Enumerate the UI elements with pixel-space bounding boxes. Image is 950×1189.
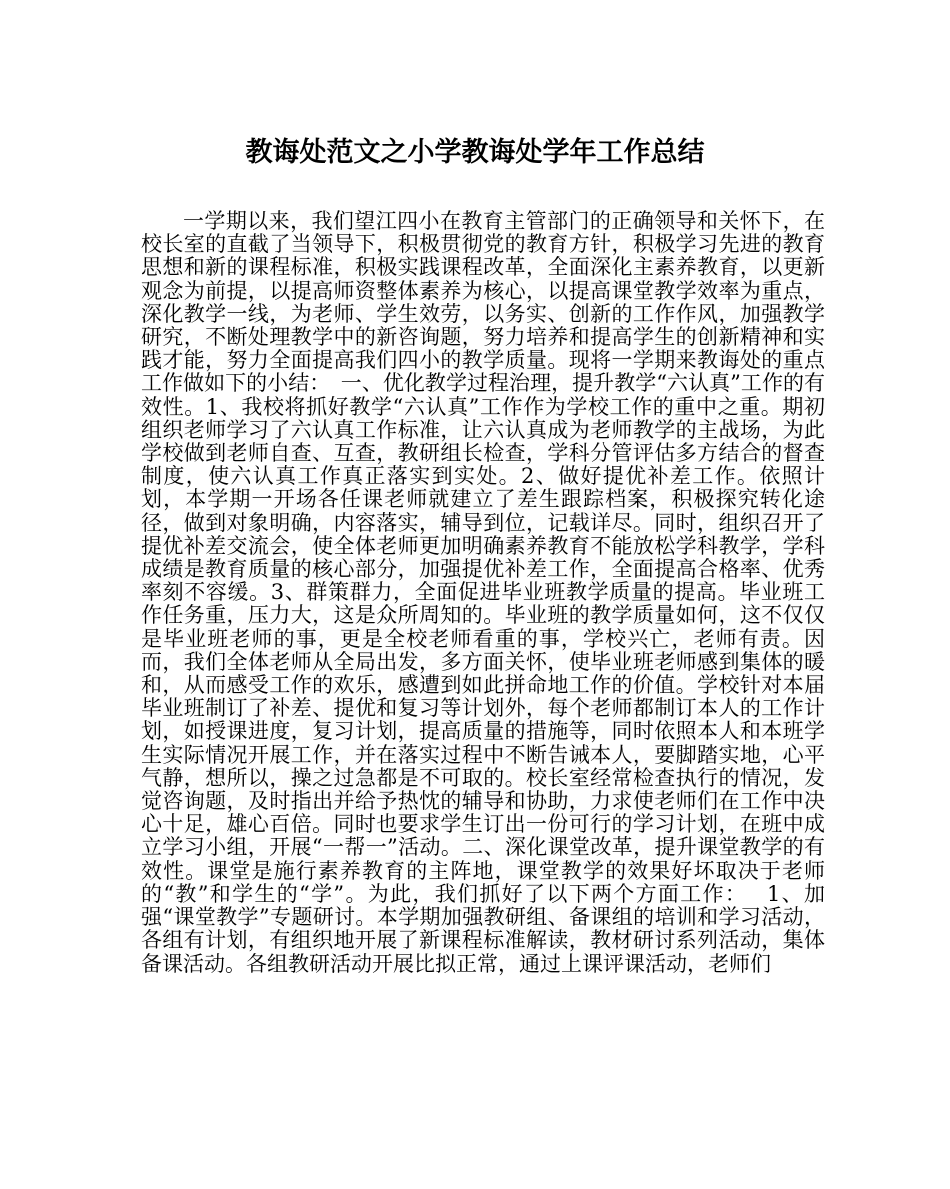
document-title: 教诲处范文之小学教诲处学年工作总结 <box>245 137 705 168</box>
document-body-paragraph: 一学期以来，我们望江四小在教育主管部门的正确领导和关怀下，在校长室的直截了当领导下，积极贯彻党的教育方针，积极学习先进的教育思想和新的课程标准，积极实践课程改革，全面深化主素养教育，以更新观念为前提，以提高师资整体素养为核心，以提高课堂教学效率为重点，深化教学一线，为老师、学生效劳，以务实、创新的工作作风，加强教学研究，不断处理教学中的新咨询题，努力培养和提高学生的创新精神和实践才能，努力全面提高我们四小的教学质量。现将一学期来教诲处的重点工作做如下的小结： 一、优化教学过程治理，提升教学“六认真”工作的有效性。1、我校将抓好教学“六认真”工作作为学校工作的重中之重。期初组织老师学习了六认真工作标准，让六认真成为老师教学的主战场，为此学校做到老师自查、互查，教研组长检查，学科分管评估多方结合的督查制度，使六认真工作真正落实到实处。2、做好提优补差工作。依照计划，本学期一开场各任课老师就建立了差生跟踪档案，积极探究转化途径，做到对象明确，内容落实，辅导到位，记载详尽。同时，组织召开了提优补差交流会，使全体老师更加明确素养教育不能放松学科教学，学科成绩是教育质量的核心部分，加强提优补差工作，全面提高合格率、优秀率刻不容缓。3、群策群力，全面促进毕业班教学质量的提高。毕业班工作任务重，压力大，这是众所周知的。毕业班的教学质量如何，这不仅仅是毕业班老师的事，更是全校老师看重的事，学校兴亡，老师有责。因而，我们全体老师从全局出发，多方面关怀，使毕业班老师感到集体的暖和，从而感受工作的欢乐，感遭到如此拼命地工作的价值。学校针对本届毕业班制订了补差、提优和复习等计划外，每个老师都制订本人的工作计划，如授课进度，复习计划，提高质量的措施等，同时依照本人和本班学生实际情况开展工作，并在落实过程中不断告诫本人，要脚踏实地，心平气静，想所以，操之过急都是不可取的。校长室经常检查执行的情况，发觉咨询题，及时指出并给予热忱的辅导和协助，力求使老师们在工作中决心十足，雄心百倍。同时也要求学生订出一份可行的学习计划，在班中成立学习小组，开展“一帮一”活动。二、深化课堂改革，提升课堂教学的有效性。课堂是施行素养教育的主阵地，课堂教学的效果好坏取决于老师的“教”和学生的“学”。为此，我们抓好了以下两个方面工作： 1、加强“课堂教学”专题研讨。本学期加强教研组、备课组的培训和学习活动，各组有计划，有组织地开展了新课程标准解读，教材研讨系列活动，集体备课活动。各组教研活动开展比拟正常，通过上课评课活动，老师们 <box>141 209 825 976</box>
